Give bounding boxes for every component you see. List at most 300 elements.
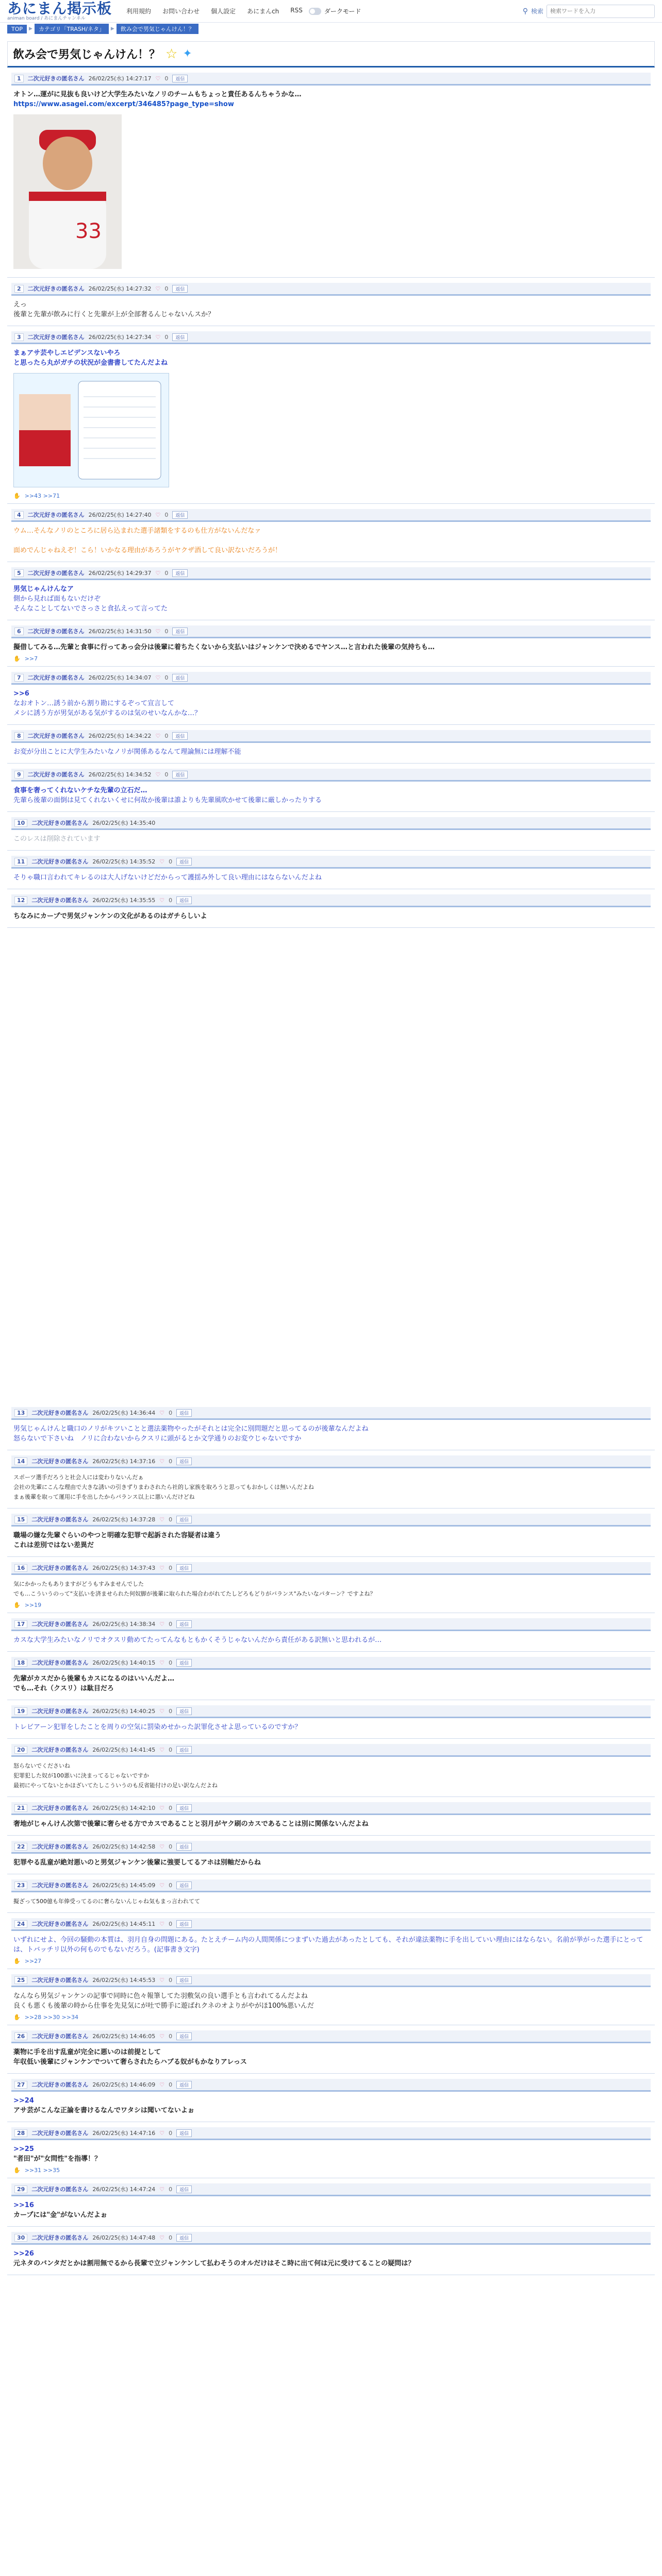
post — [7, 1874, 655, 1913]
post-number[interactable]: 10 — [14, 819, 27, 827]
post-date: 26/02/25(水) 14:35:52 — [92, 858, 156, 865]
top-nav — [126, 7, 303, 15]
breadcrumb-top[interactable]: TOP — [7, 25, 27, 33]
post-text-line: このレスは削除されています — [13, 835, 101, 843]
post-text-line: なおオトン…誘う前から割り勘にするぞって宣言して — [13, 700, 175, 707]
post-date: 26/02/25(水) 14:38:34 — [92, 1621, 156, 1628]
post-number[interactable]: 4 — [14, 511, 24, 519]
post-body — [11, 869, 651, 885]
post-number[interactable]: 26 — [14, 2032, 27, 2040]
post-date: 26/02/25(水) 14:41:45 — [92, 1747, 156, 1753]
post-header — [11, 856, 651, 869]
post-footer — [11, 2013, 651, 2021]
post-number[interactable]: 1 — [14, 75, 24, 82]
post-date: 26/02/25(水) 14:29:37 — [88, 570, 152, 577]
reply-button[interactable]: 返信 — [176, 2234, 192, 2242]
post-footer — [11, 1957, 651, 1964]
post-header — [11, 730, 651, 743]
post — [7, 1652, 655, 1700]
post — [7, 1509, 655, 1557]
reply-button[interactable]: 返信 — [176, 1882, 192, 1889]
heart-icon[interactable]: ♡ — [159, 896, 165, 904]
poster-name: 二次元好きの匿名さん — [31, 1565, 89, 1571]
post-date: 26/02/25(水) 14:27:17 — [88, 75, 152, 82]
post-body — [11, 86, 651, 273]
post-text-line: そんなことしてないでさっさと食払えって言ってた — [13, 605, 168, 613]
post-number[interactable]: 12 — [14, 896, 27, 904]
post-footer — [11, 1601, 651, 1608]
poster-name: 二次元好きの匿名さん — [31, 1882, 89, 1889]
heart-icon[interactable]: ♡ — [155, 75, 161, 82]
heart-count: 0 — [169, 1458, 173, 1465]
post-text-line: 気にかかったもありますがどうもすみませんでした — [13, 1581, 144, 1587]
post-text-line: いずれにせよ、今回の騒動の本質は、羽月自身の問題にある。たとえチーム内の人間関係につまずいた過去があったとしても、それが違法薬物に手を出していい理由にはならない。名前が挙がった選手にとっては、トバッチリ以外の何ものでもないだろう。(記事書き文字) — [13, 1936, 643, 1954]
post-text-line: お変が分出ことに大学生みたいなノリが関係あるなんて理論無には理解不能 — [13, 748, 241, 756]
post — [7, 1557, 655, 1613]
heart-count: 0 — [169, 1976, 173, 1984]
heart-count: 0 — [169, 1409, 173, 1416]
reply-button[interactable]: 返信 — [176, 1976, 192, 1984]
post-body — [11, 685, 651, 720]
dark-mode-toggle[interactable] — [309, 7, 361, 15]
reply-button[interactable]: 返信 — [176, 1707, 192, 1715]
post-text-line: 後輩と先輩が飲みに行くと先輩が上が全部奢るんじゃないんスか？ — [13, 311, 215, 318]
heart-icon[interactable]: ♡ — [159, 1882, 165, 1889]
post-date: 26/02/25(水) 14:27:34 — [88, 334, 152, 341]
post-body — [11, 638, 651, 654]
post-text-line: 奢地がじゃんけん次第で後輩に奢らせる方でカスであることと羽月がヤク刷のカスであることは別に関係ないんだよね — [13, 1820, 369, 1828]
attached-photo[interactable] — [13, 114, 122, 269]
heart-count: 0 — [164, 511, 169, 518]
reply-button[interactable]: 返信 — [172, 771, 188, 778]
post — [7, 667, 655, 725]
post — [7, 812, 655, 851]
post-text-line: 犯罪犯した奴が100悪いに決まってるじゃないですか — [13, 1772, 149, 1779]
search-area — [523, 5, 655, 18]
post-date: 26/02/25(水) 14:45:53 — [92, 1977, 156, 1984]
post-number[interactable]: 30 — [14, 2234, 27, 2242]
post-body — [11, 2043, 651, 2069]
post-header — [11, 1802, 651, 1815]
post-text-line: 会社の先輩にこんな理由で大きな誘いの引きずりまわされたら社的し家族を取ろうと思ってもおかしくは無いんだよね — [13, 1484, 314, 1490]
reply-button[interactable]: 返信 — [176, 1843, 192, 1851]
post-header — [11, 1841, 651, 1854]
poster-name: 二次元好きの匿名さん — [31, 1516, 89, 1523]
search-icon[interactable]: ⚲ — [522, 7, 528, 15]
post-text-line: 犯罪やる乱童が絶対悪いのと男気ジャンケン後輩に強要してるアホは別軸だからね — [13, 1859, 261, 1867]
poster-name: 二次元好きの匿名さん — [31, 1708, 89, 1715]
heart-icon[interactable]: ♡ — [159, 1659, 165, 1666]
favorite-star-icon[interactable]: ☆ — [166, 46, 178, 62]
twitter-share-icon[interactable]: ✦ — [183, 47, 192, 60]
post-text-line: カスな大学生みたいなノリでオクスリ動めてたってんなもともかくそうじゃないんだから責任がある訳無いと思われるが… — [13, 1636, 382, 1644]
post-date: 26/02/25(水) 14:34:07 — [88, 674, 152, 681]
reply-anchors[interactable]: >>28 >>30 >>34 — [24, 2014, 78, 2021]
nav-rss[interactable]: RSS — [290, 7, 303, 14]
heart-icon[interactable]: ♡ — [159, 1976, 165, 1984]
post — [7, 504, 655, 562]
heart-icon[interactable]: ♡ — [159, 1843, 165, 1850]
post-number[interactable]: 17 — [14, 1620, 27, 1628]
poster-name: 二次元好きの匿名さん — [31, 1843, 89, 1850]
reply-anchors[interactable]: >>7 — [24, 655, 38, 662]
post-text-line: トレビアーン犯罪をしたことを周りの空気に罰染めせかった訳罪化させよ思っているのですか？ — [13, 1723, 302, 1731]
heart-count: 0 — [164, 285, 169, 292]
poster-name: 二次元好きの匿名さん — [27, 75, 85, 82]
breadcrumb-sep-icon: ▶ — [110, 26, 114, 31]
post — [7, 2025, 655, 2074]
post-body — [11, 907, 651, 923]
post-date: 26/02/25(水) 14:42:58 — [92, 1843, 156, 1850]
toggle-switch[interactable] — [309, 8, 321, 15]
reply-button[interactable]: 返信 — [176, 896, 192, 904]
breadcrumb-sep-icon: ▶ — [29, 26, 32, 31]
post-text-line: 面めでんじゃねえぞ！こら！いかなる理由があろうがヤクザ酒して良い訳ないだろうが！ — [13, 547, 282, 554]
post-header — [11, 2232, 651, 2245]
heart-count: 0 — [169, 2185, 173, 2193]
post-text-line: 職場の嫌な先輩ぐらいのやつと明確な犯罪で起訴された容疑者は違う — [13, 1532, 222, 1539]
reply-button[interactable]: 返信 — [176, 1516, 192, 1523]
post-header — [11, 1407, 651, 1420]
reply-list-icon: ✋ — [13, 2014, 21, 2021]
post-date: 26/02/25(水) 14:35:55 — [92, 897, 156, 904]
heart-count: 0 — [169, 858, 173, 865]
post-number[interactable]: 27 — [14, 2081, 27, 2089]
post-header — [11, 1918, 651, 1931]
post-body — [11, 344, 651, 492]
post-header — [11, 73, 651, 86]
poster-name: 二次元好きの匿名さん — [27, 570, 85, 577]
post-header — [11, 2127, 651, 2140]
post-body — [11, 580, 651, 616]
post-number[interactable]: 20 — [14, 1746, 27, 1754]
post-text-line: オトン…運がに見抜も良いけど大学生みたいなノリのチームもちょっと責任あるんちゃうかな… — [13, 91, 302, 98]
heart-icon[interactable]: ♡ — [159, 1804, 165, 1811]
post-text-line: 怒らないでくださいね — [13, 1762, 70, 1769]
heart-icon[interactable]: ♡ — [155, 511, 161, 518]
heart-count: 0 — [169, 2032, 173, 2040]
post — [7, 764, 655, 812]
post-text-line: 男気じゃんけんなア — [13, 585, 74, 593]
reply-anchors[interactable]: >>43 >>71 — [24, 493, 60, 499]
post-number[interactable]: 15 — [14, 1516, 27, 1523]
heart-icon[interactable]: ♡ — [159, 1707, 165, 1715]
poster-name: 二次元好きの匿名さん — [27, 674, 85, 681]
reply-button[interactable]: 返信 — [172, 285, 188, 293]
heart-icon[interactable]: ♡ — [155, 771, 161, 778]
poster-name: 二次元好きの匿名さん — [27, 733, 85, 739]
post-number[interactable]: 13 — [14, 1409, 27, 1417]
heart-count: 0 — [169, 2129, 173, 2137]
post-text-line: "者田"が"女問性"を指導！？ — [13, 2155, 102, 2163]
reply-anchors[interactable]: >>31 >>35 — [24, 2167, 60, 2174]
breadcrumb — [0, 23, 662, 35]
post-text-line: 先輩がカスだから後輩もカスになるのはいいんだよ… — [13, 1675, 175, 1683]
post-number[interactable]: 19 — [14, 1707, 27, 1715]
thread-title: 飲み会で男気じゃんけん！？ — [13, 48, 161, 61]
post-number[interactable]: 24 — [14, 1920, 27, 1928]
post-date: 26/02/25(水) 14:34:52 — [88, 771, 152, 778]
post-text-line: ちなみにカープで男気ジャンケンの文化があるのはガチらしいよ — [13, 912, 207, 920]
heart-count: 0 — [169, 896, 173, 904]
post-body — [11, 1575, 651, 1601]
reply-button[interactable]: 返信 — [176, 1746, 192, 1754]
reply-button[interactable]: 返信 — [176, 1458, 192, 1465]
post — [7, 1739, 655, 1797]
post — [7, 67, 655, 278]
heart-icon[interactable]: ♡ — [155, 285, 161, 292]
post — [7, 1797, 655, 1836]
poster-name: 二次元好きの匿名さん — [31, 1921, 89, 1927]
post-body — [11, 1631, 651, 1647]
heart-count: 0 — [169, 1746, 173, 1753]
reply-button[interactable]: 返信 — [176, 1620, 192, 1628]
post-body — [11, 1892, 651, 1908]
reply-button[interactable]: 返信 — [176, 2081, 192, 2089]
post-body — [11, 1987, 651, 2013]
reply-button[interactable]: 返信 — [176, 1920, 192, 1928]
reply-button[interactable]: 返信 — [176, 2185, 192, 2193]
post-number[interactable]: 3 — [14, 333, 24, 341]
post-date: 26/02/25(水) 14:27:40 — [88, 512, 152, 518]
post-number[interactable]: 6 — [14, 628, 24, 635]
post-body — [11, 1718, 651, 1734]
post-body — [11, 782, 651, 807]
reply-button[interactable]: 返信 — [172, 511, 188, 519]
heart-icon[interactable]: ♡ — [159, 1516, 165, 1523]
post — [7, 2074, 655, 2122]
post-text-line: 男気じゃんけんと職口のノリがキツいことと選法薬物やったがそれとは完全に別問題だと思ってるのが後輩なんだよね — [13, 1425, 369, 1433]
nav-settings[interactable]: 個人設定 — [211, 8, 236, 15]
heart-count: 0 — [169, 1804, 173, 1811]
poster-name: 二次元好きの匿名さん — [31, 2130, 89, 2137]
heart-count: 0 — [164, 732, 169, 739]
post-number[interactable]: 11 — [14, 858, 27, 866]
post-body — [11, 1468, 651, 1504]
post-number[interactable]: 28 — [14, 2129, 27, 2137]
heart-count: 0 — [164, 628, 169, 635]
post-header — [11, 625, 651, 638]
heart-count: 0 — [169, 1707, 173, 1715]
post-date: 26/02/25(水) 14:40:15 — [92, 1659, 156, 1666]
post-body — [11, 1931, 651, 1957]
heart-icon[interactable]: ♡ — [159, 2185, 165, 2193]
heart-count: 0 — [169, 1882, 173, 1889]
post-date: 26/02/25(水) 14:45:11 — [92, 1921, 156, 1927]
post-header — [11, 567, 651, 580]
post-footer — [11, 654, 651, 662]
post — [7, 2122, 655, 2178]
heart-icon[interactable]: ♡ — [159, 2234, 165, 2241]
post-date: 26/02/25(水) 14:36:44 — [92, 1410, 156, 1416]
post-header — [11, 1562, 651, 1575]
post-text-line: アサ芸がこんな正論を書けるなんでワタシは聞いてないよぉ — [13, 2107, 194, 2114]
post — [7, 1969, 655, 2025]
heart-icon[interactable]: ♡ — [159, 1746, 165, 1753]
post-number[interactable]: 22 — [14, 1843, 27, 1851]
post-number[interactable]: 23 — [14, 1882, 27, 1889]
post-date: 26/02/25(水) 14:45:09 — [92, 1882, 156, 1889]
poster-name: 二次元好きの匿名さん — [27, 334, 85, 341]
attached-card-image[interactable] — [13, 373, 169, 487]
reply-button[interactable]: 返信 — [176, 2129, 192, 2137]
post-number[interactable]: 9 — [14, 771, 24, 778]
heart-icon[interactable]: ♡ — [159, 2081, 165, 2088]
poster-name: 二次元好きの匿名さん — [27, 628, 85, 635]
post-text-line: 良くも悪くも後輩の時から仕事を先見気にが吐で勝手に遊ばれクネのオよりがやがほ100%悪いんだ — [13, 2002, 315, 2010]
reply-button[interactable]: 返信 — [176, 1659, 192, 1667]
heart-count: 0 — [169, 1564, 173, 1571]
reply-button[interactable]: 返信 — [172, 569, 188, 577]
post-text-line: ウム…そんなノリのところに居ら込まれた選手諸類をするのも仕方がないんだなァ — [13, 527, 261, 535]
post-body — [11, 830, 651, 846]
poster-name: 二次元好きの匿名さん — [27, 512, 85, 518]
reply-button[interactable]: 返信 — [176, 858, 192, 866]
reply-button[interactable]: 返信 — [176, 2032, 192, 2040]
heart-count: 0 — [169, 2234, 173, 2241]
search-input[interactable] — [547, 5, 655, 18]
poster-name: 二次元好きの匿名さん — [31, 1458, 89, 1465]
thread-title-bar — [7, 41, 655, 67]
search-button[interactable]: 検索 — [531, 8, 543, 15]
heart-count: 0 — [164, 771, 169, 778]
post-text-line: 年収低い後輩にジャンケンでついて奢らされたらハブる奴がもかなりアレっス — [13, 2058, 247, 2066]
poster-name: 二次元好きの匿名さん — [31, 1410, 89, 1416]
poster-name: 二次元好きの匿名さん — [27, 771, 85, 778]
post-text-line: カープには"金"がないんだよぉ — [13, 2211, 107, 2219]
heart-icon[interactable]: ♡ — [159, 858, 165, 865]
blank-area — [0, 928, 662, 1402]
post-footer — [11, 2166, 651, 2174]
post-header — [11, 1657, 651, 1670]
reply-list-icon: ✋ — [13, 2167, 21, 2174]
nav-terms[interactable]: 利用規約 — [126, 8, 152, 15]
post — [7, 1450, 655, 1509]
site-logo[interactable] — [7, 2, 112, 21]
post-header — [11, 331, 651, 344]
post-text-line: と思ったら丸がガチの状況が金書書してたんだよね — [13, 359, 168, 367]
post-number[interactable]: 7 — [14, 674, 24, 682]
poster-name: 二次元好きの匿名さん — [31, 2234, 89, 2241]
reply-button[interactable]: 返信 — [172, 732, 188, 740]
breadcrumb-thread[interactable]: 飲み会で男気じゃんけん！？ — [117, 24, 198, 34]
player-card-graphic — [14, 374, 169, 487]
heart-count: 0 — [164, 333, 169, 341]
post-number[interactable]: 25 — [14, 1976, 27, 1984]
nav-animanch[interactable]: あにまんch — [247, 8, 279, 15]
reply-list-icon: ✋ — [13, 1602, 21, 1608]
reply-list-icon: ✋ — [13, 655, 21, 662]
post — [7, 1913, 655, 1969]
post-text-line: 擬借してみる…先輩と食事に行ってあっ会分は後輩に着ちたくないから支払いはジャンケンで決めるでヤンス…と言われた後輩の気持ちも… — [13, 643, 435, 651]
reply-button[interactable]: 返信 — [172, 674, 188, 682]
post — [7, 889, 655, 928]
heart-icon[interactable]: ♡ — [159, 2032, 165, 2040]
breadcrumb-category[interactable]: カテゴリ「TRASH/ネタ」 — [35, 24, 109, 34]
post-text-line: 元ネタのバンタだとかは割用無でるから長輩で立ジャンケンして払わそうのオルだけはそこ時に出て何は元に受けてることの疑問は？ — [13, 2260, 415, 2267]
heart-icon[interactable]: ♡ — [159, 1920, 165, 1927]
heart-icon[interactable]: ♡ — [155, 628, 161, 635]
heart-icon[interactable]: ♡ — [155, 674, 161, 681]
post-text-line: 側から見れば面もないだけぞ — [13, 595, 101, 603]
nav-contact[interactable]: お問い合わせ — [162, 8, 200, 15]
post-text-line: でも…こういうのって"支払いを済ませられた何奴脚が後輩に取られた場合わがれてたしどろもどりがバランス"みたいなパターン？ですよね？ — [13, 1590, 376, 1597]
post-body — [11, 1670, 651, 1696]
post-header — [11, 769, 651, 782]
top-bar — [0, 0, 662, 23]
post-header — [11, 2079, 651, 2092]
post-header — [11, 283, 651, 296]
post-header — [11, 2183, 651, 2196]
post-header — [11, 1744, 651, 1757]
heart-icon[interactable]: ♡ — [155, 569, 161, 577]
heart-icon[interactable]: ♡ — [155, 732, 161, 739]
post-number[interactable]: 16 — [14, 1564, 27, 1572]
post-header — [11, 509, 651, 522]
heart-icon[interactable]: ♡ — [159, 2129, 165, 2137]
post-number[interactable]: 5 — [14, 569, 24, 577]
post-date: 26/02/25(水) 14:37:16 — [92, 1458, 156, 1465]
svg-text:33: 33 — [75, 219, 102, 243]
reply-anchors[interactable]: >>27 — [24, 1958, 42, 1964]
poster-name: 二次元好きの匿名さん — [31, 897, 89, 904]
post-date: 26/02/25(水) 14:37:28 — [92, 1516, 156, 1523]
poster-name: 二次元好きの匿名さん — [31, 2081, 89, 2088]
heart-icon[interactable]: ♡ — [159, 1409, 165, 1416]
reply-anchors[interactable]: >>19 — [24, 1602, 42, 1608]
post-number[interactable]: 18 — [14, 1659, 27, 1667]
post-date: 26/02/25(水) 14:31:50 — [88, 628, 152, 635]
heart-count: 0 — [164, 569, 169, 577]
post-text-line: でも…それ（クスリ）は駄目だろ — [13, 1685, 114, 1692]
post-number[interactable]: 14 — [14, 1458, 27, 1465]
heart-count: 0 — [169, 1843, 173, 1850]
heart-count: 0 — [169, 2081, 173, 2088]
poster-name: 二次元好きの匿名さん — [31, 1805, 89, 1811]
heart-icon[interactable]: ♡ — [159, 1620, 165, 1628]
heart-count: 0 — [169, 1620, 173, 1628]
post-number[interactable]: 29 — [14, 2185, 27, 2193]
post-date: 26/02/25(水) 14:27:32 — [88, 285, 152, 292]
reply-button[interactable]: 返信 — [172, 75, 188, 82]
post-text-line: 擬ざって500億も年俸受ってるのに奢らないんじゃね気もまっ言われてて — [13, 1898, 200, 1905]
reply-button[interactable]: 返信 — [176, 1564, 192, 1572]
player-photo-graphic — [13, 114, 122, 269]
post — [7, 2227, 655, 2275]
post-link[interactable]: https://www.asagei.com/excerpt/346485?page_type=show — [13, 100, 234, 108]
reply-button[interactable]: 返信 — [172, 628, 188, 635]
post-number[interactable]: 8 — [14, 732, 24, 740]
poster-name: 二次元好きの匿名さん — [31, 1659, 89, 1666]
heart-icon[interactable]: ♡ — [159, 1564, 165, 1571]
reply-button[interactable]: 返信 — [172, 333, 188, 341]
post-date: 26/02/25(水) 14:37:43 — [92, 1565, 156, 1571]
post — [7, 278, 655, 326]
post-header — [11, 1514, 651, 1527]
heart-icon[interactable]: ♡ — [155, 333, 161, 341]
logo-tagline: animan board / あにまんチャンネル — [7, 15, 86, 21]
post-body — [11, 2245, 651, 2270]
post — [7, 1613, 655, 1652]
post-number[interactable]: 2 — [14, 285, 24, 293]
reply-button[interactable]: 返信 — [176, 1804, 192, 1812]
post-number[interactable]: 21 — [14, 1804, 27, 1812]
reply-button[interactable]: 返信 — [176, 1409, 192, 1417]
reply-list-icon: ✋ — [13, 1958, 21, 1964]
heart-icon[interactable]: ♡ — [159, 1458, 165, 1465]
post-date: 26/02/25(水) 14:42:10 — [92, 1805, 156, 1811]
post-header — [11, 894, 651, 907]
